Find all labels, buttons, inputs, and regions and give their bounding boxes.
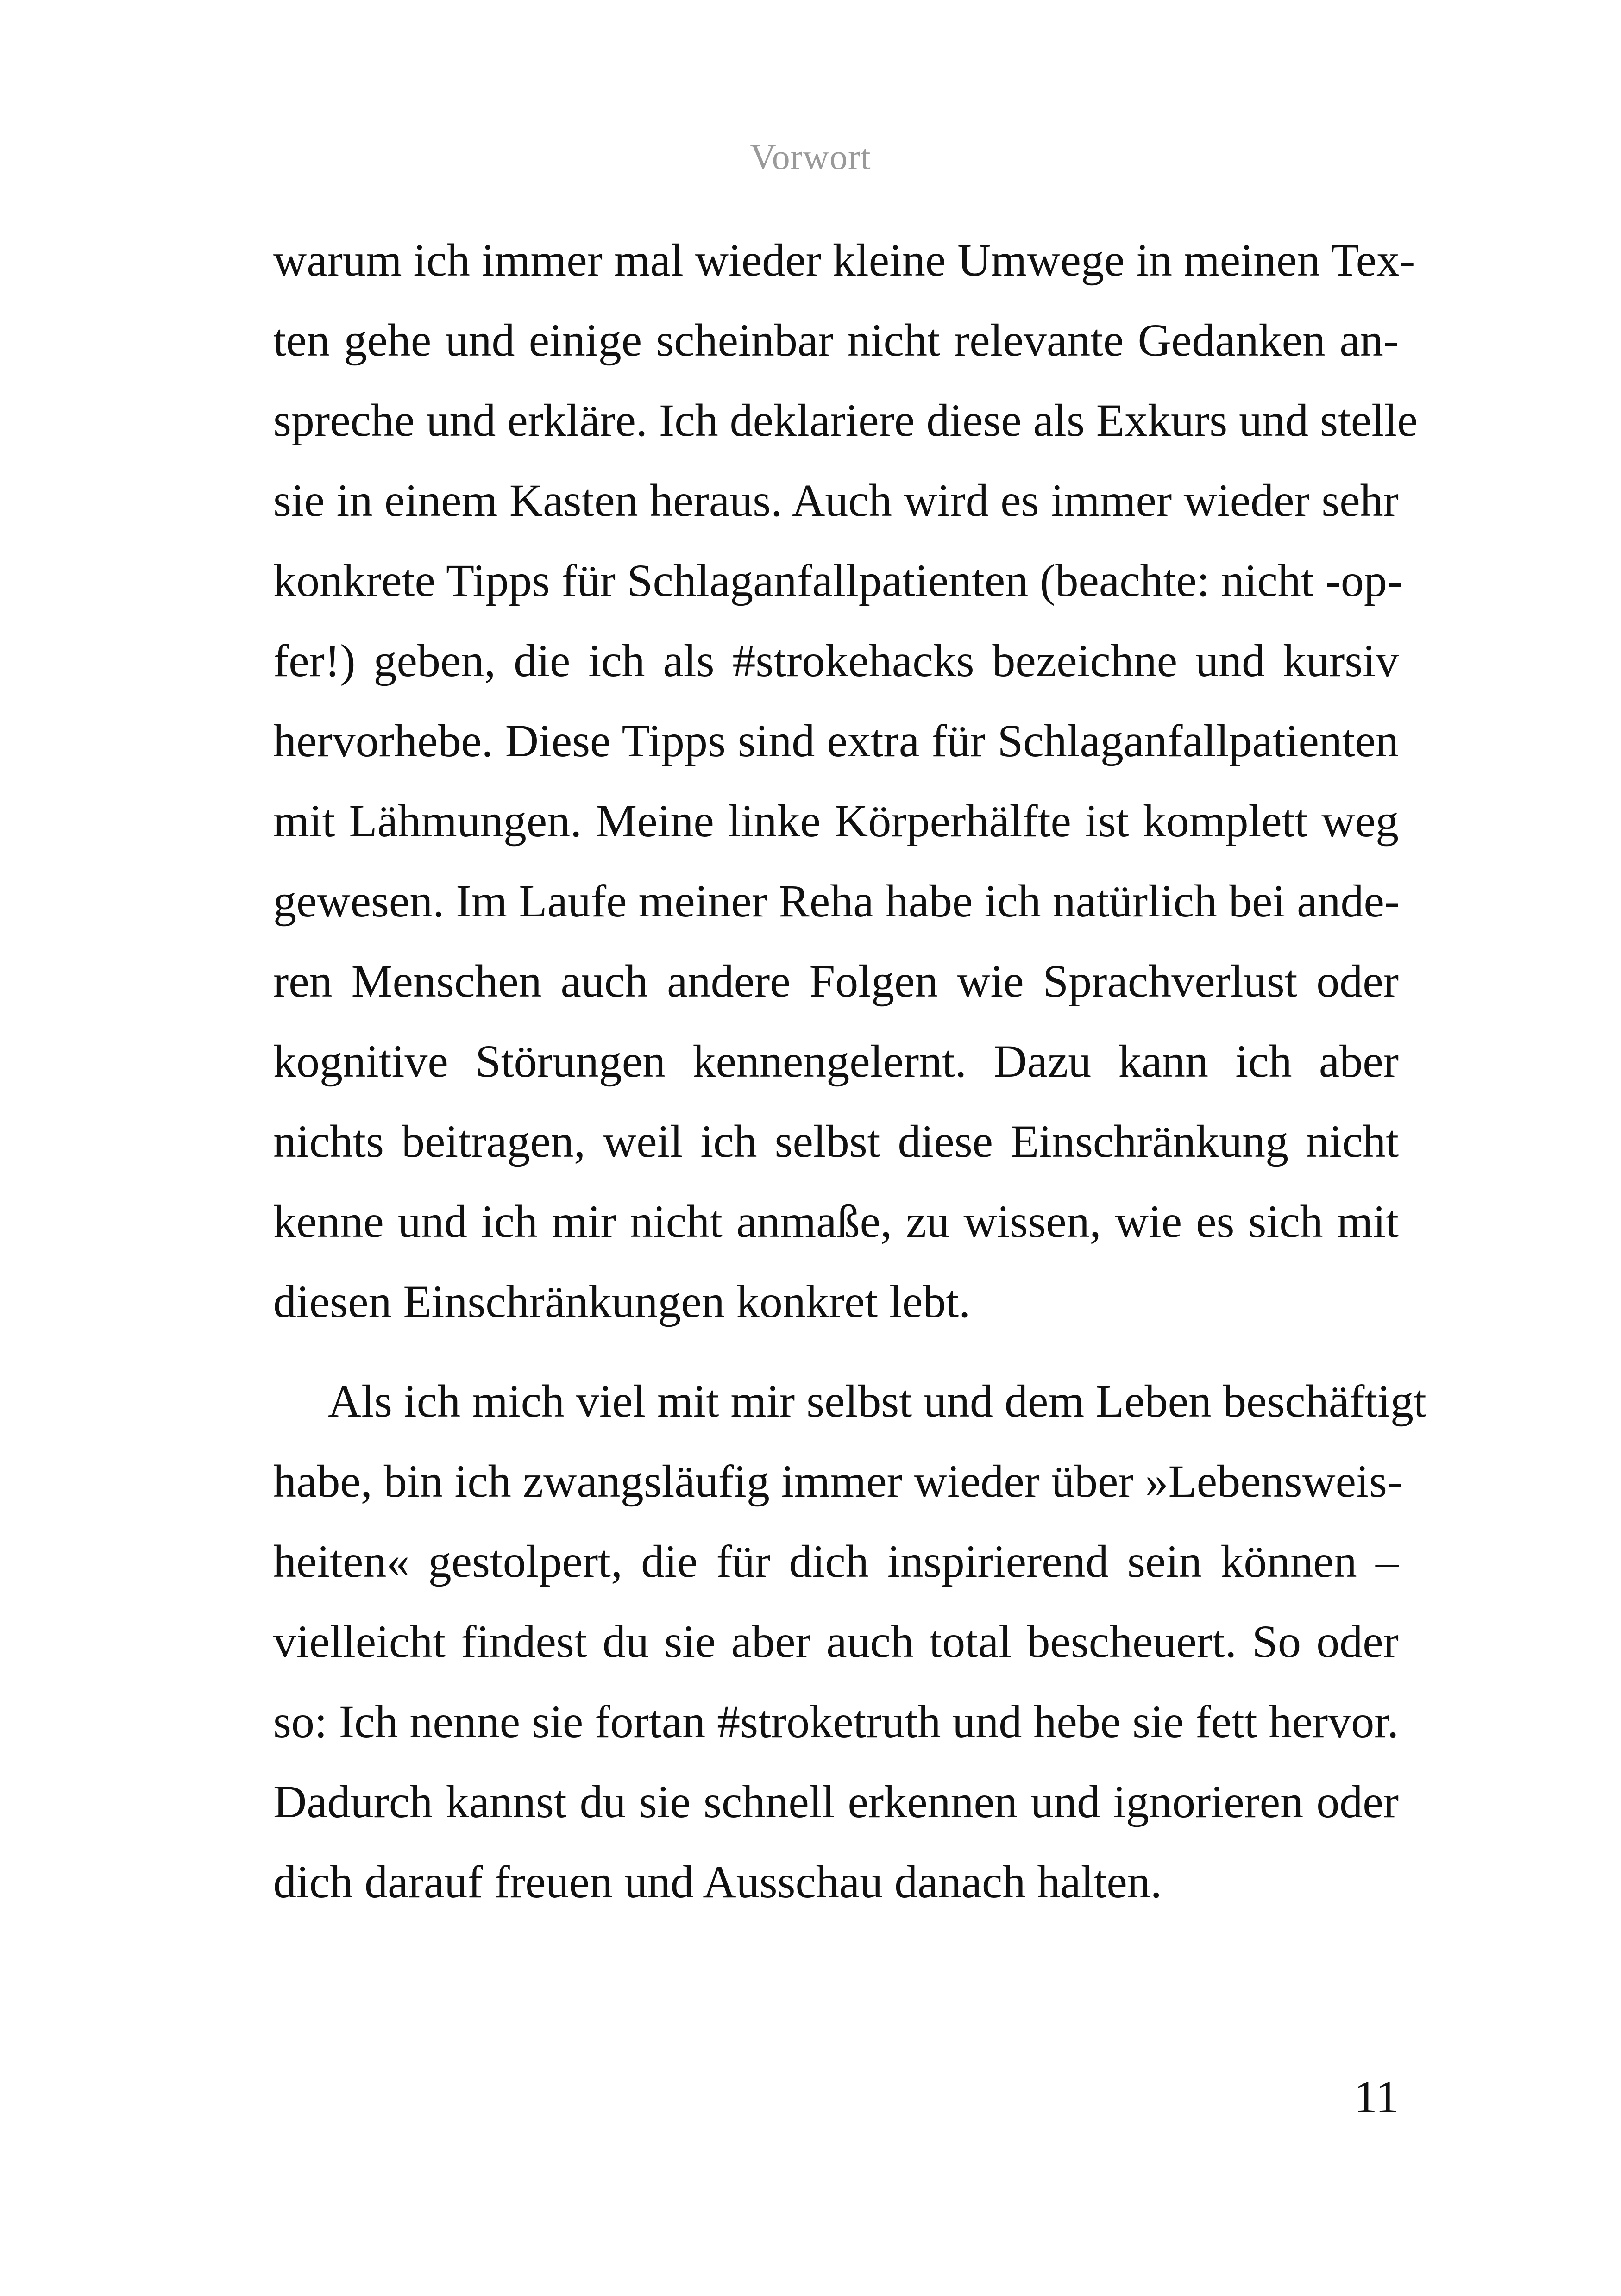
- text-line: habe, bin ich zwangsläufig immer wieder über »Lebensweis-: [273, 1455, 1403, 1507]
- text-line: Als ich mich viel mit mir selbst und dem Leben beschäftigt: [328, 1375, 1426, 1427]
- text-line: mit Lähmungen. Meine linke Körperhälfte ist komplett weg: [273, 795, 1399, 847]
- text-line: vielleicht findest du sie aber auch total bescheuert. So oder: [273, 1616, 1399, 1667]
- text-line: heiten« gestolpert, die für dich inspirierend sein können –: [273, 1536, 1399, 1587]
- text-line: warum ich immer mal wieder kleine Umwege in meinen Tex-: [273, 234, 1415, 286]
- text-line: fer!) geben, die ich als #strokehacks bezeichne und kursiv: [273, 635, 1399, 686]
- running-head: Vorwort: [750, 137, 871, 177]
- body-text: [273, 220, 1426, 1922]
- text-line: hervorhebe. Diese Tipps sind extra für Schlaganfallpatienten: [273, 715, 1399, 766]
- text-line: ren Menschen auch andere Folgen wie Sprachverlust oder: [273, 955, 1399, 1007]
- page-number: 11: [1354, 2071, 1399, 2122]
- text-line: dich darauf freuen und Ausschau danach halten.: [273, 1856, 1162, 1907]
- text-line: so: Ich nenne sie fortan #stroketruth und hebe sie fett hervor.: [273, 1696, 1399, 1747]
- text-line: kognitive Störungen kennengelernt. Dazu kann ich aber: [273, 1035, 1399, 1087]
- text-line: nichts beitragen, weil ich selbst diese Einschränkung nicht: [273, 1116, 1399, 1167]
- text-line: Dadurch kannst du sie schnell erkennen und ignorieren oder: [273, 1776, 1399, 1827]
- text-line: ten gehe und einige scheinbar nicht relevante Gedanken an-: [273, 314, 1399, 366]
- paragraph-gap: [273, 1342, 1399, 1361]
- text-line: gewesen. Im Laufe meiner Reha habe ich natürlich bei ande-: [273, 875, 1400, 927]
- text-line: kenne und ich mir nicht anmaße, zu wissen, wie es sich mit: [273, 1196, 1399, 1247]
- text-line: spreche und erkläre. Ich deklariere diese als Exkurs und stelle: [273, 395, 1418, 446]
- paragraph-2: [273, 1361, 1426, 1922]
- text-line: diesen Einschränkungen konkret lebt.: [273, 1276, 971, 1327]
- text-line: sie in einem Kasten heraus. Auch wird es immer wieder sehr: [273, 475, 1399, 526]
- paragraph-1: [273, 220, 1418, 1342]
- text-line: konkrete Tipps für Schlaganfallpatienten (beachte: nicht -op-: [273, 555, 1403, 606]
